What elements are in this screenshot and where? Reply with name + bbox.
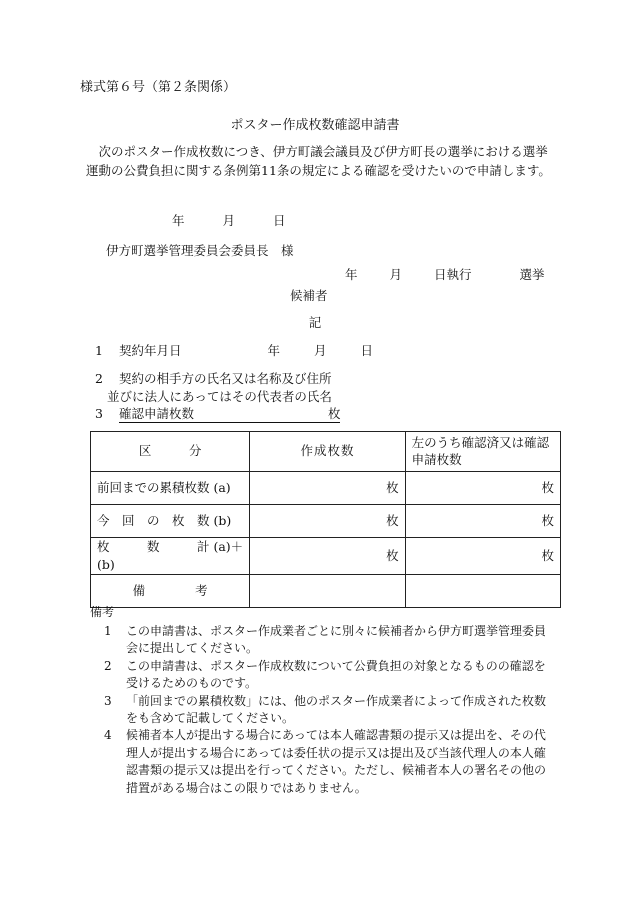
table-row: [91, 538, 561, 575]
item1-year: 年: [267, 343, 280, 358]
item2-number: 2: [95, 371, 103, 386]
row-label: 前回までの累積枚数 (a): [91, 472, 250, 505]
candidate-label: 候補者: [290, 288, 328, 303]
election-year: 年: [345, 267, 358, 282]
row-confirmed-unit: 枚: [405, 538, 560, 575]
table-row: [91, 575, 561, 608]
item1-day: 日: [360, 343, 373, 358]
item2-line2: 並びに法人にあってはその代表者の氏名: [107, 389, 332, 404]
table-header-confirmed: 左のうち確認済又は確認申請枚数: [405, 432, 560, 472]
note-item: [104, 658, 556, 693]
row-confirmed-unit: [405, 575, 560, 608]
row-created-unit: 枚: [250, 538, 405, 575]
election-month: 月: [389, 267, 403, 282]
table-header-row: [91, 432, 561, 472]
election-date-line: [345, 266, 545, 284]
notes-list: [104, 623, 556, 797]
item3-unit: 枚: [327, 406, 341, 421]
note-text: この申請書は、ポスター作成枚数について公費負担の対象となるものの確認を受けるためのものです。: [126, 658, 546, 691]
item-contractor-line1: [95, 370, 331, 388]
note-number: 3: [104, 693, 112, 708]
note-text: 「前回までの累積枚数」には、他のポスター作成業者によって作成された枚数をも含めて記載してください。: [126, 693, 547, 725]
table-header-created: 作成枚数: [250, 432, 405, 472]
note-item: [104, 693, 556, 728]
note-item: [104, 727, 556, 797]
row-created-unit: [250, 575, 405, 608]
table-header-category: 区 分: [91, 432, 250, 472]
note-number: 4: [104, 728, 112, 743]
note-number: 2: [104, 658, 112, 673]
row-confirmed-unit: 枚: [405, 472, 560, 505]
ki-heading: 記: [308, 315, 322, 330]
item2-line1: 契約の相手方の氏名又は名称及び住所: [118, 371, 332, 386]
item1-month: 月: [313, 343, 327, 358]
count-table: [90, 431, 561, 608]
notes-title: 備考: [90, 605, 115, 619]
row-confirmed-unit: 枚: [405, 505, 560, 538]
addressee: 伊方町選挙管理委員会委員長 様: [106, 243, 294, 258]
row-label: 枚 数 計 (a)＋(b): [91, 538, 250, 575]
row-label: 備 考: [91, 575, 250, 608]
item3-label: 確認申請枚数: [118, 406, 194, 421]
date-year: 年: [172, 213, 185, 228]
election-label: 選挙: [519, 267, 545, 282]
intro-paragraph: 次のポスター作成枚数につき、伊方町議会議員及び伊方町長の選挙における選挙運動の公費負担に関する条例第11条の規定による確認を受けたいので申請します。: [86, 144, 551, 179]
table-row: [91, 472, 561, 505]
note-text: 候補者本人が提出する場合にあっては本人確認書類の提示又は提出を、その代理人が提出する場合にあっては委任状の提示又は提出及び当該代理人の本人確認書類の提示又は提出を行ってください。ただし、候補者本人の署名その他の措置がある場合はこの限りではありません。: [126, 728, 547, 795]
date-day: 日: [273, 213, 286, 228]
election-day-exec: 日執行: [434, 267, 472, 282]
table-row: [91, 505, 561, 538]
application-date: [172, 212, 286, 230]
row-created-unit: 枚: [250, 472, 405, 505]
note-number: 1: [104, 624, 112, 638]
date-month: 月: [222, 213, 236, 228]
item1-number: 1: [95, 343, 103, 358]
item3-number: 3: [95, 406, 103, 421]
item-application-count: [95, 405, 340, 423]
note-text: この申請書は、ポスター作成業者ごとに別々に候補者から伊方町選挙管理委員会に提出してください。: [126, 624, 547, 656]
item3-field: [119, 406, 341, 423]
note-item: [104, 623, 556, 658]
row-created-unit: 枚: [250, 505, 405, 538]
row-label: 今 回 の 枚 数 (b): [91, 505, 250, 538]
document-title: ポスター作成枚数確認申請書: [230, 118, 400, 133]
item-contract-date: [95, 342, 373, 360]
item1-label: 契約年月日: [118, 343, 182, 358]
form-number: 様式第６号（第２条関係）: [80, 80, 237, 95]
